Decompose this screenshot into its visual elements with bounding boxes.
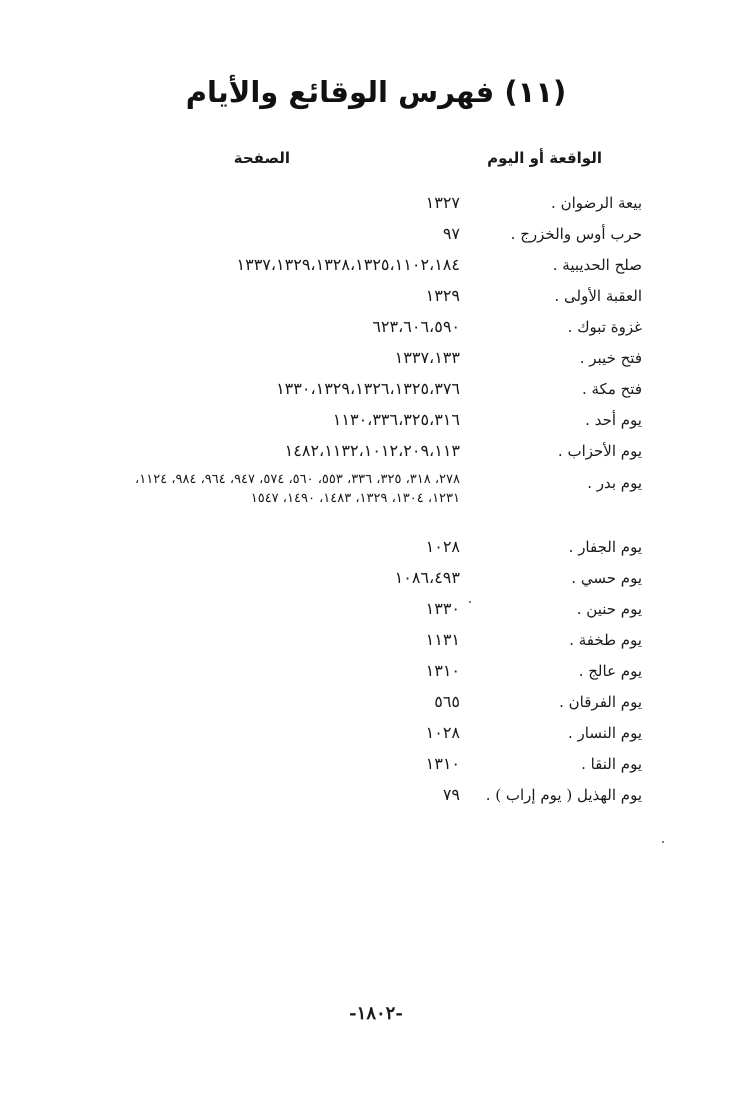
entry-pages: ١٠٨٦،٤٩٣ [394,568,460,587]
entry-name: فتح خيبر . [579,349,642,367]
index-entry [0,689,752,715]
entry-name: يوم بدر . [587,474,642,492]
entry-pages: ١٠٢٨ [425,723,460,742]
entry-pages: ١٠٢٨ [425,537,460,556]
entry-pages: ١٤٨٢،١١٣٢،١٠١٢،٢٠٩،١١٣ [284,441,460,460]
index-entry [0,438,752,464]
page-number: -١٨٠٢- [349,1003,403,1024]
entry-name: غزوة تبوك . [567,318,642,336]
entry-pages: ٥٦٥ [434,692,460,711]
entry-name: بيعة الرضوان . [551,194,642,212]
index-entry [0,283,752,309]
entry-pages: ١١٣٠،٣٣٦،٣٢٥،٣١٦ [332,410,460,429]
entry-name: فتح مكة . [581,380,642,398]
entry-name: يوم الهذيل ( يوم إراب ) . [485,786,642,804]
index-entry [0,782,752,808]
entry-name: يوم حسي . [571,569,642,587]
entry-pages: ١٣٣٧،١٣٢٩،١٣٢٨،١٣٢٥،١١٠٢،١٨٤ [236,255,460,274]
entry-pages: ٩٧ [442,224,460,243]
index-entry [0,376,752,402]
column-header-event: الواقعة أو اليوم [487,149,602,167]
entry-name: العقبة الأولى . [554,287,642,305]
print-speck [469,601,471,603]
entry-pages: ١١٣١ [425,630,460,649]
entry-pages: ١٣٢٩ [425,286,460,305]
index-entry [0,470,752,514]
index-entry [0,627,752,653]
index-entry [0,314,752,340]
index-entry [0,658,752,684]
entry-name: حرب أوس والخزرج . [510,225,642,243]
page-title: (١١) فهرس الوقائع والأيام [185,75,567,109]
entry-name: يوم النقا . [581,755,642,773]
index-entry [0,252,752,278]
entry-name: يوم أحد . [585,411,642,429]
column-header-page: الصفحة [233,149,290,167]
entry-pages [40,470,460,508]
entry-name: يوم طخفة . [569,631,642,649]
entry-name: يوم حنين . [576,600,642,618]
index-entry [0,345,752,371]
index-entry [0,221,752,247]
index-entry [0,596,752,622]
entry-name: يوم النسار . [568,724,642,742]
entry-pages: ١٣٣٠،١٣٢٩،١٣٢٦،١٣٢٥،٣٧٦ [276,379,460,398]
entry-pages: ٧٩ [442,785,460,804]
entry-pages: ١٣٣٠ [425,599,460,618]
entry-pages: ٦٢٣،٦٠٦،٥٩٠ [372,317,460,336]
entry-name: يوم الفرقان . [559,693,642,711]
entry-pages: ١٣١٠ [425,754,460,773]
index-entry [0,720,752,746]
entry-name: يوم عالج . [578,662,642,680]
entry-pages: ١٣٣٧،١٣٣ [394,348,460,367]
index-entry [0,190,752,216]
index-entry [0,565,752,591]
entry-pages-line: ٢٧٨، ٣١٨، ٣٢٥، ٣٣٦، ٥٥٣، ٥٦٠، ٥٧٤، ٩٤٧، ٩٦٤، ٩٨٤، ١١٢٤، [135,472,460,487]
entry-name: يوم الجفار . [568,538,642,556]
index-entry [0,751,752,777]
entry-pages: ١٣١٠ [425,661,460,680]
entry-name: صلح الحديبية . [552,256,642,274]
index-entry [0,534,752,560]
entry-pages: ١٣٢٧ [425,193,460,212]
entry-name: يوم الأحزاب . [557,442,642,460]
index-entry [0,407,752,433]
print-speck [662,841,664,843]
entry-pages-line: ١٢٣١، ١٣٠٤، ١٣٢٩، ١٤٨٣، ١٤٩٠، ١٥٤٧ [250,491,460,506]
